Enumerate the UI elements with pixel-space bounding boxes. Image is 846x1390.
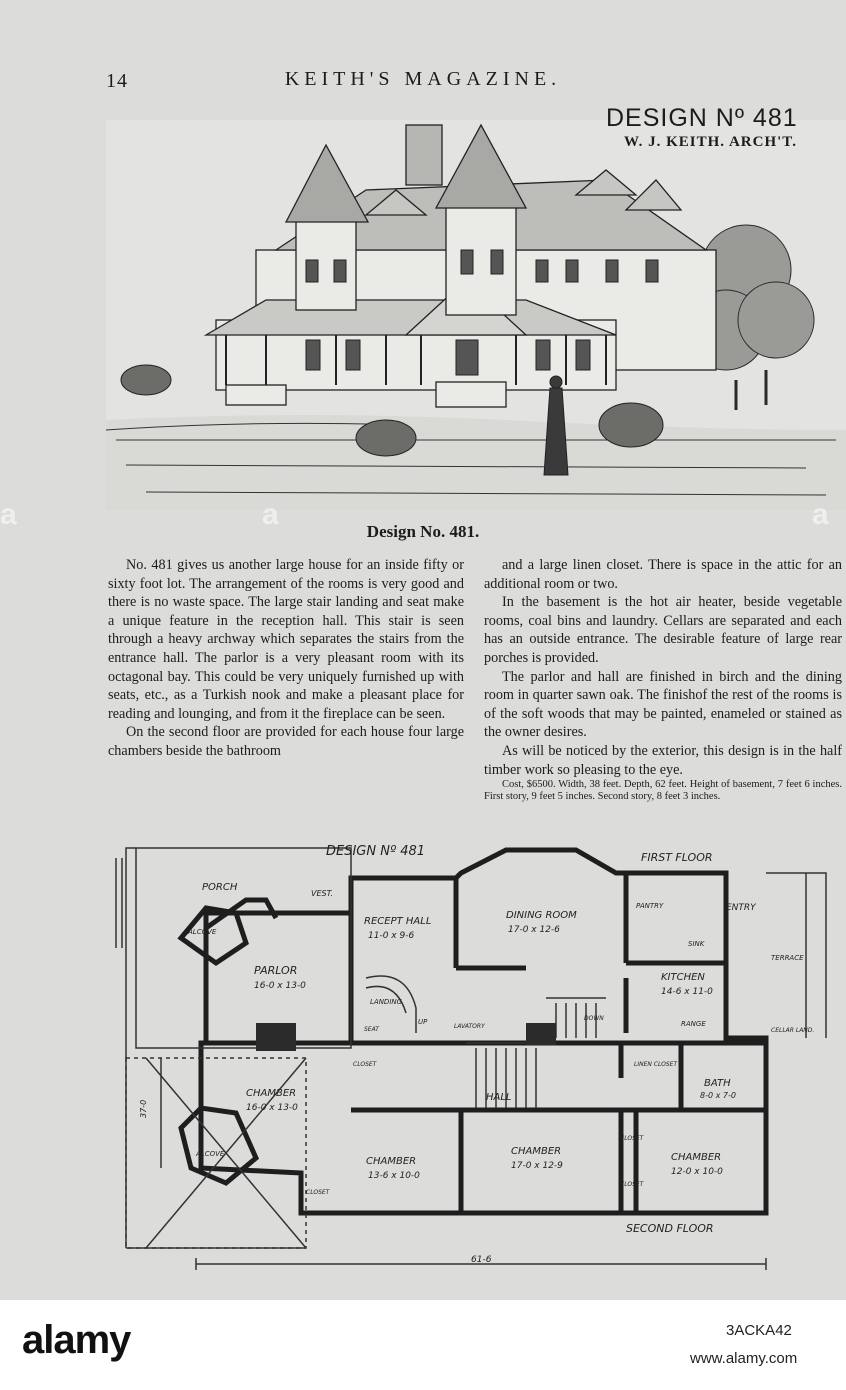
specifications: Cost, $6500. Width, 38 feet. Depth, 62 feet. Height of basement, 7 feet 6 inches. First story, 9 feet 5 inches. Second story, 8 feet 3 inches. (484, 779, 842, 802)
down-label: DOWN (584, 1015, 604, 1022)
kitchen-dim: 14-6 x 11-0 (661, 987, 713, 997)
linen-closet-label: LINEN CLOSET (634, 1061, 678, 1068)
closet-label: CLOSET (353, 1061, 377, 1068)
first-floor-label: FIRST FLOOR (641, 851, 713, 864)
reception-hall-dim: 11-0 x 9-6 (368, 931, 415, 941)
chamber-label: CHAMBER (671, 1152, 722, 1163)
dining-room-dim: 17-0 x 12-6 (508, 925, 560, 935)
bath-dim: 8-0 x 7-0 (700, 1091, 736, 1100)
depth-dimension: 61-6 (471, 1255, 492, 1265)
plan-title: DESIGN Nº 481 (326, 844, 426, 859)
architect-credit: W. J. KEITH. ARCH'T. (624, 134, 797, 150)
paragraph: As will be noticed by the exterior, this design is in the half timber work so pleasing to the eye. (484, 742, 842, 778)
hall-label: HALL (486, 1092, 512, 1103)
paragraph: In the basement is the hot air heater, beside vegetable rooms, coal bins and laundry. Cellars are separated and each has an outside entrance. The desirable feature of large rear porches is provided. (484, 594, 842, 666)
floor-plan (106, 828, 846, 1288)
lavatory-label: LAVATORY (454, 1023, 485, 1030)
parlor-dim: 16-0 x 13-0 (254, 981, 306, 991)
watermark-logo: a (262, 498, 279, 531)
magazine-title: KEITH'S MAGAZINE. (284, 68, 562, 90)
parlor-label: PARLOR (254, 964, 298, 977)
chamber-dim: 17-0 x 12-9 (511, 1161, 563, 1171)
seat-label: SEAT (364, 1026, 379, 1033)
closet-label: CLOSET (306, 1189, 330, 1196)
landing-label: LANDING (370, 998, 403, 1006)
text-column-right (484, 556, 842, 802)
watermark-logo: a (0, 498, 17, 531)
watermark-logo: a (812, 498, 829, 531)
up-label: UP (418, 1018, 428, 1026)
image-id: 3ACKA42 (726, 1322, 792, 1339)
closet-label: CLOSET (620, 1181, 644, 1188)
alamy-logo: alamy (22, 1318, 131, 1362)
pantry-label: PANTRY (636, 902, 664, 910)
porch-label: PORCH (202, 882, 238, 893)
dining-room-label: DINING ROOM (506, 910, 577, 921)
vestibule-label: VEST. (311, 889, 334, 898)
sink-label: SINK (688, 940, 705, 948)
design-caption: Design No. 481. (366, 522, 480, 541)
width-dimension: 37-0 (139, 1099, 148, 1118)
paragraph: The parlor and hall are finished in birch and the dining room in quarter sawn oak. The finishof the rest of the rooms is of the soft woods that may be painted, enameled or stained as the owner desires. (484, 668, 842, 741)
chamber-dim: 13-6 x 10-0 (368, 1171, 420, 1181)
site-url: www.alamy.com (690, 1350, 798, 1367)
reception-hall-label: RECEPT HALL (364, 916, 432, 927)
bath-label: BATH (704, 1078, 731, 1089)
paragraph: and a large linen closet. There is space in the attic for an additional room or two. (484, 557, 842, 592)
range-label: RANGE (681, 1020, 706, 1028)
kitchen-label: KITCHEN (661, 972, 705, 983)
cellar-label: CELLAR LAND. (771, 1027, 815, 1034)
chamber-dim: 12-0 x 10-0 (671, 1167, 723, 1177)
closet-label: CLOSET (620, 1135, 644, 1142)
chamber-label: CHAMBER (511, 1146, 562, 1157)
chamber-label: CHAMBER (366, 1156, 417, 1167)
alcove-label: ALCOVE (188, 928, 217, 936)
paragraph: No. 481 gives us another large house for an inside fifty or sixty foot lot. The arrangement of the rooms is very good and there is no waste space. The large stair landing and seat make a unique feature in the reception hall. This stair is seen through a heavy archway which separates the stairs from the entrance hall. The parlor is a very pleasant room with its octagonal bay. This could be very uniquely furnished up with seats, etc., as a Turkish nook and make a pleasant place for reading and lounging, and from it the fireplace can be seen. (108, 557, 464, 722)
terrace-label: TERRACE (771, 954, 804, 962)
second-floor-label: SECOND FLOOR (626, 1222, 714, 1235)
entry-label: ENTRY (726, 903, 756, 913)
alcove-label: ALCOVE (196, 1150, 225, 1158)
design-title: DESIGN Nº 481 (606, 104, 798, 132)
paragraph: On the second floor are provided for each house four large chambers beside the bathroom (108, 724, 464, 759)
house-illustration (106, 120, 846, 510)
text-column-left (108, 556, 464, 761)
page-number: 14 (106, 70, 128, 92)
chamber-label: CHAMBER (246, 1088, 297, 1099)
chamber-dim: 16-0 x 13-0 (246, 1103, 298, 1113)
